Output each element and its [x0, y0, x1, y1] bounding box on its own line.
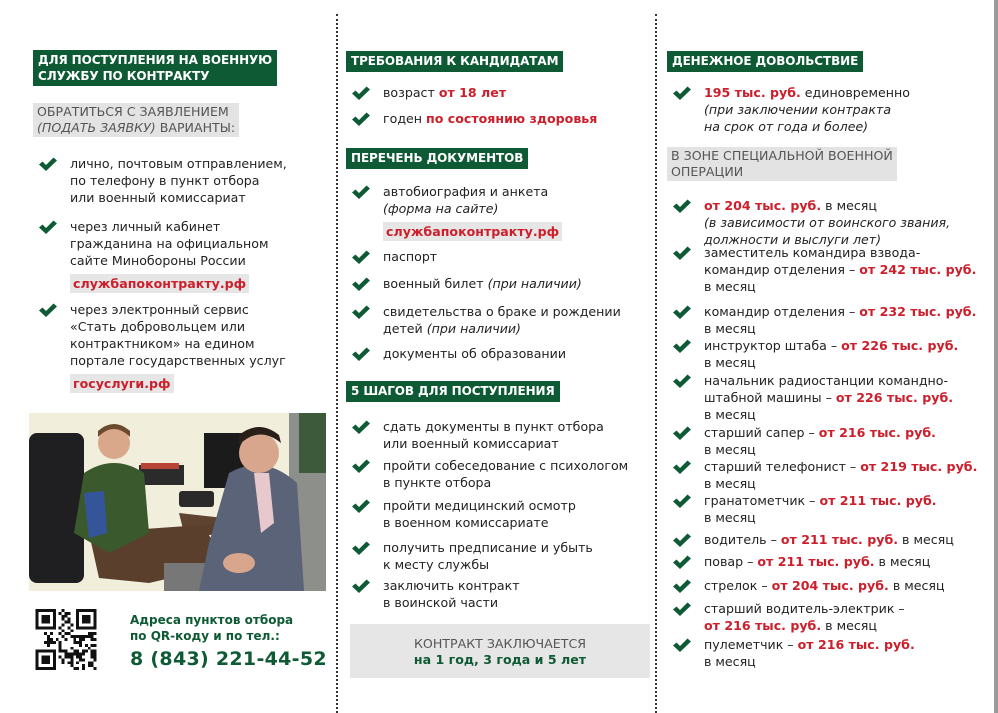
check-icon	[351, 184, 371, 200]
position-item	[672, 553, 930, 570]
check-icon	[351, 578, 371, 594]
pay-period: в месяц	[704, 442, 756, 457]
check-icon	[351, 346, 371, 362]
section-title-steps: 5 ШАГОВ ДЛЯ ПОСТУПЛЕНИЯ	[346, 381, 560, 402]
requirement-text: годен	[383, 111, 427, 126]
title-line: СЛУЖБУ ПО КОНТРАКТУ	[38, 68, 210, 83]
step-item	[351, 497, 576, 531]
check-icon	[351, 249, 371, 265]
check-icon	[672, 578, 692, 594]
pay-text: в месяц	[821, 198, 877, 213]
apply-option	[38, 155, 287, 206]
pay-period: в месяц	[704, 510, 756, 525]
position-item	[672, 492, 937, 526]
position-title: командир отделения –	[704, 262, 860, 277]
pay-amount: 195 тыс. руб.	[704, 85, 801, 100]
check-icon	[38, 302, 58, 318]
check-icon	[672, 245, 692, 261]
pay-amount: от 242 тыс. руб.	[859, 262, 977, 277]
document-note: (форма на сайте)	[383, 201, 499, 216]
requirement-item	[351, 84, 506, 101]
check-icon	[351, 304, 371, 320]
step-line: пройти медицинский осмотр	[383, 498, 576, 513]
step-line: получить предписание и убыть	[383, 540, 593, 555]
requirement-item	[351, 110, 597, 127]
subtitle-line: ОБРАТИТЬСЯ С ЗАЯВЛЕНИЕМ	[37, 104, 229, 119]
check-icon	[672, 601, 692, 617]
section-title-apply	[33, 50, 277, 86]
addresses-label	[130, 612, 293, 644]
position-item	[672, 244, 976, 295]
document-item	[351, 275, 582, 292]
position-title: заместитель командира взвода-	[704, 245, 921, 260]
check-icon	[672, 425, 692, 441]
pay-item	[672, 197, 950, 248]
pay-amount: от 204 тыс. руб.	[704, 198, 822, 213]
document-text: свидетельства о браке и рождении	[383, 304, 621, 319]
check-icon	[672, 198, 692, 214]
position-item	[672, 372, 953, 423]
step-line: в воинской части	[383, 595, 498, 610]
pay-amount: от 211 тыс. руб.	[819, 493, 937, 508]
pay-period: в месяц	[874, 554, 931, 569]
position-item	[672, 531, 954, 548]
pay-amount: от 226 тыс. руб.	[835, 390, 954, 405]
pay-amount: от 211 тыс. руб.	[757, 554, 875, 569]
column-how-to-apply	[0, 0, 336, 713]
pay-amount: от 211 тыс. руб.	[780, 532, 899, 547]
position-item	[672, 636, 915, 670]
step-line: к месту службы	[383, 557, 490, 572]
step-item	[351, 577, 520, 611]
check-icon	[351, 276, 371, 292]
step-item	[351, 457, 628, 491]
document-item	[351, 345, 566, 362]
position-title: старший сапер –	[704, 425, 819, 440]
document-text: автобиография и анкета	[383, 184, 549, 199]
option-line: сайте Минобороны России	[70, 253, 246, 268]
check-icon	[672, 85, 692, 101]
check-icon	[351, 85, 371, 101]
check-icon	[672, 554, 692, 570]
website-link[interactable]: службапоконтракту.рф	[70, 274, 249, 293]
option-line: или военный комиссариат	[70, 190, 246, 205]
page-edge	[994, 0, 998, 713]
pay-item	[672, 84, 910, 135]
apply-option	[38, 218, 268, 293]
column-pay	[656, 0, 994, 713]
position-title: начальник радиостанции командно-	[704, 373, 949, 388]
position-title: инструктор штаба –	[704, 338, 842, 353]
pay-note: должности и выслуги лет)	[704, 232, 882, 247]
option-line: «Стать добровольцем или	[70, 319, 246, 334]
pay-period: в месяц	[888, 578, 945, 593]
step-line: сдать документы в пункт отбора	[383, 419, 604, 434]
position-title: пулеметчик –	[704, 637, 798, 652]
document-text: военный билет	[383, 276, 488, 291]
subtitle-italic: (ПОДАТЬ ЗАЯВКУ)	[37, 120, 156, 135]
contract-terms-box	[350, 624, 650, 678]
document-note: (при наличии)	[426, 321, 521, 336]
step-item	[351, 539, 593, 573]
subtitle-rest: ВАРИАНТЫ:	[155, 120, 236, 135]
apply-subtitle	[33, 103, 239, 137]
document-item	[351, 248, 437, 265]
check-icon	[351, 419, 371, 435]
pay-period: в месяц	[821, 618, 877, 633]
pay-amount: от 226 тыс. руб.	[841, 338, 959, 353]
pay-period: в месяц	[704, 321, 756, 336]
check-icon	[672, 459, 692, 475]
step-line: в пункте отбора	[383, 475, 492, 490]
check-icon	[672, 304, 692, 320]
check-icon	[351, 498, 371, 514]
check-icon	[672, 637, 692, 653]
website-link[interactable]: службапоконтракту.рф	[383, 222, 562, 241]
pay-period: в месяц	[704, 407, 756, 422]
check-icon	[351, 540, 371, 556]
step-line: заключить контракт	[383, 578, 520, 593]
pay-period: в месяц	[898, 532, 954, 547]
position-title: повар –	[704, 554, 758, 569]
check-icon	[351, 111, 371, 127]
pay-note: (при заключении контракта	[704, 102, 892, 117]
position-item	[672, 303, 976, 337]
step-line: или военный комиссариат	[383, 436, 559, 451]
option-line: лично, почтовым отправлением,	[70, 156, 287, 171]
document-item	[351, 303, 621, 337]
pay-amount: от 216 тыс. руб.	[797, 637, 915, 652]
option-line: через электронный сервис	[70, 302, 249, 317]
option-line: портале государственных услуг	[70, 353, 286, 368]
position-item	[672, 337, 958, 371]
requirement-highlight: от 18 лет	[438, 85, 507, 100]
pay-period: в месяц	[704, 279, 756, 294]
requirement-text: возраст	[383, 85, 439, 100]
phone-number[interactable]: 8 (843) 221-44-52	[130, 648, 327, 670]
svo-subtitle	[667, 147, 897, 181]
addresses-line: Адреса пунктов отбора	[130, 613, 294, 627]
position-item	[672, 600, 905, 634]
apply-option	[38, 301, 286, 393]
position-title: старший водитель-электрик –	[704, 601, 905, 616]
pay-period: в месяц	[704, 355, 756, 370]
check-icon	[672, 373, 692, 389]
position-title: командир отделения –	[704, 304, 860, 319]
document-text: документы об образовании	[383, 346, 567, 361]
recruitment-photo	[29, 413, 326, 591]
gosuslugi-link[interactable]: госуслуги.рф	[70, 374, 174, 393]
section-title-pay: ДЕНЕЖНОЕ ДОВОЛЬСТВИЕ	[667, 51, 863, 72]
pay-amount: от 232 тыс. руб.	[859, 304, 977, 319]
pay-amount: от 216 тыс. руб.	[818, 425, 936, 440]
option-line: гражданина на официальном	[70, 236, 269, 251]
pay-amount: от 204 тыс. руб.	[771, 578, 889, 593]
check-icon	[38, 219, 58, 235]
section-title-requirements: ТРЕБОВАНИЯ К КАНДИДАТАМ	[346, 51, 563, 72]
pay-note: (в зависимости от воинского звания,	[704, 215, 951, 230]
step-line: в военном комиссариате	[383, 515, 549, 530]
option-line: по телефону в пункт отбора	[70, 173, 260, 188]
section-title-documents: ПЕРЕЧЕНЬ ДОКУМЕНТОВ	[346, 148, 528, 169]
position-title: штабной машины –	[704, 390, 836, 405]
step-item	[351, 418, 604, 452]
position-title: водитель –	[704, 532, 781, 547]
position-item	[672, 458, 977, 492]
position-item	[672, 424, 936, 458]
document-text: паспорт	[383, 249, 438, 264]
pay-amount: от 216 тыс. руб.	[704, 618, 822, 633]
check-icon	[672, 532, 692, 548]
title-line: ДЛЯ ПОСТУПЛЕНИЯ НА ВОЕННУЮ	[38, 53, 273, 67]
pay-amount: от 219 тыс. руб.	[860, 459, 978, 474]
subtitle-line: В ЗОНЕ СПЕЦИАЛЬНОЙ ВОЕННОЙ	[671, 148, 893, 163]
subtitle-line: ОПЕРАЦИИ	[671, 164, 744, 179]
check-icon	[351, 458, 371, 474]
option-line: через личный кабинет	[70, 219, 221, 234]
contract-terms-value: на 1 год, 3 года и 5 лет	[413, 652, 587, 667]
step-line: пройти собеседование с психологом	[383, 458, 629, 473]
position-title: старший телефонист –	[704, 459, 861, 474]
pay-text: единовременно	[800, 85, 910, 100]
pay-note: на срок от года и более)	[704, 119, 869, 134]
check-icon	[672, 493, 692, 509]
check-icon	[38, 156, 58, 172]
check-icon	[672, 338, 692, 354]
requirement-highlight: по состоянию здоровья	[426, 111, 598, 126]
document-text: детей	[383, 321, 427, 336]
pay-period: в месяц	[704, 476, 756, 491]
document-item	[351, 183, 562, 241]
option-line: контрактником» на едином	[70, 336, 255, 351]
column-requirements	[337, 0, 655, 713]
addresses-line: по QR-коду и по тел.:	[130, 629, 280, 643]
qr-code[interactable]	[35, 609, 97, 670]
position-title: стрелок –	[704, 578, 772, 593]
position-item	[672, 577, 945, 594]
document-note: (при наличии)	[487, 276, 582, 291]
contract-terms-title: КОНТРАКТ ЗАКЛЮЧАЕТСЯ	[413, 636, 586, 651]
position-title: гранатометчик –	[704, 493, 820, 508]
pay-period: в месяц	[704, 654, 756, 669]
